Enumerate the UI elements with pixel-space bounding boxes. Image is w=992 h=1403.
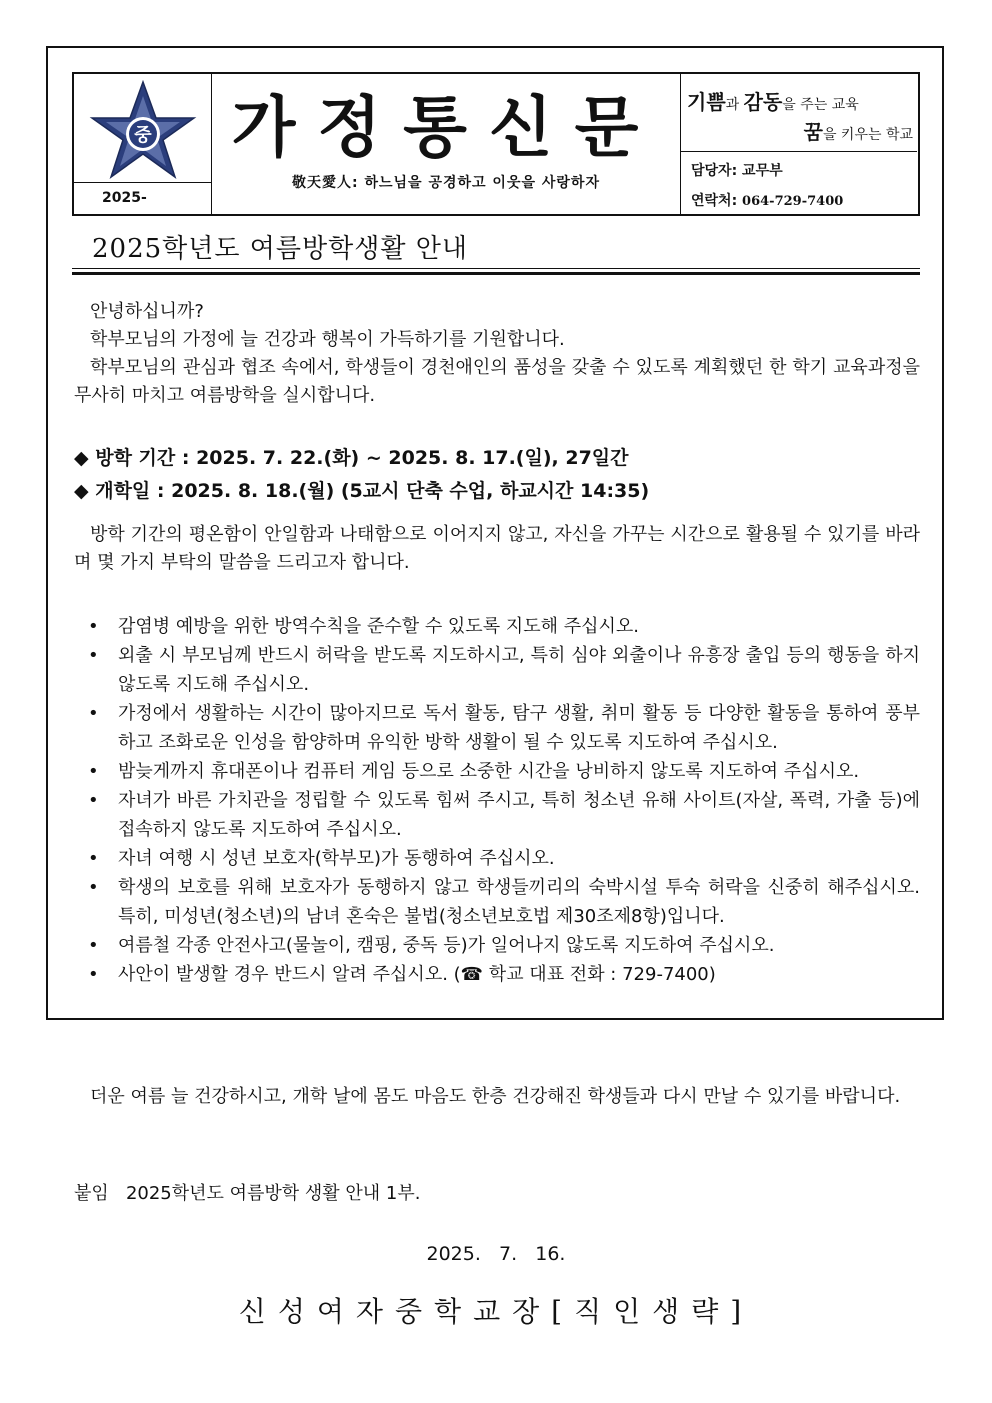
list-item: • 학생의 보호를 위해 보호자가 동행하지 않고 학생들끼리의 숙박시설 투숙 허락을 신중히 해주십시오. 특히, 미성년(청소년)의 남녀 혼숙은 불법(청소년보호법 제30조제8항)입니다.	[74, 873, 920, 931]
list-item: • 자녀가 바른 가치관을 정립할 수 있도록 힘써 주시고, 특히 청소년 유해 사이트(자살, 폭력, 가출 등)에 접속하지 않도록 지도하여 주십시오.	[74, 786, 920, 844]
issue-number: 2025-	[74, 182, 212, 214]
list-item: • 자녀 여행 시 성년 보호자(학부모)가 동행하여 주십시오.	[74, 844, 920, 873]
closing-paragraph: 더운 여름 늘 건강하시고, 개학 날에 몸도 마음도 한층 건강해진 학생들과 다시 만날 수 있기를 바랍니다.	[90, 1086, 901, 1107]
bullet-dot-icon: •	[88, 964, 99, 985]
logo-character: 중	[134, 125, 152, 146]
title-rule-thin	[72, 268, 920, 269]
attachment-note: 붙임 2025학년도 여름방학 생활 안내 1부.	[74, 1183, 421, 1204]
title-rule-thick	[72, 272, 920, 275]
issue-date: 2025. 7. 16.	[426, 1243, 566, 1265]
greeting-line-3: 학부모님의 관심과 협조 속에서, 학생들이 경천애인의 품성을 갖출 수 있도록 계획했던 한 학기 교육과정을 무사히 마치고 여름방학을 실시합니다.	[74, 357, 920, 406]
school-motto: 敬天愛人: 하느님을 공경하고 이웃을 사랑하자	[292, 175, 600, 191]
greeting-line-1: 안녕하십니까?	[90, 301, 204, 322]
info-cell	[680, 74, 918, 214]
principal-signature: 신성여자중학교장[직인생략]	[238, 1295, 754, 1328]
bullet-dot-icon: •	[88, 645, 99, 666]
manager-info: 담당자: 교무부	[691, 163, 783, 179]
title-cell	[212, 74, 680, 214]
request-list	[74, 612, 920, 989]
newsletter-title: 가정통신문	[231, 89, 661, 166]
school-star-logo-icon	[88, 80, 198, 180]
bullet-dot-icon: •	[88, 616, 99, 637]
document-title: 2025학년도 여름방학생활 안내	[92, 234, 468, 264]
bullet-dot-icon: •	[88, 935, 99, 956]
bullet-dot-icon: •	[88, 848, 99, 869]
list-item: • 밤늦게까지 휴대폰이나 컴퓨터 게임 등으로 소중한 시간을 낭비하지 않도록 지도하여 주십시오.	[74, 757, 920, 786]
phone-info: 연락처: 064-729-7400	[691, 193, 844, 209]
slogan-line-1: 기쁨과 감동을 주는 교육	[687, 90, 859, 114]
bullet-dot-icon: •	[88, 761, 99, 782]
list-item: • 가정에서 생활하는 시간이 많아지므로 독서 활동, 탐구 생활, 취미 활동 등 다양한 활동을 통하여 풍부하고 조화로운 인성을 함양하며 유익한 방학 생활이 될 수 있도록 지도하여 주십시오.	[74, 699, 920, 757]
bullet-dot-icon: •	[88, 877, 99, 898]
logo-cell	[74, 74, 212, 214]
newsletter-header	[72, 72, 920, 216]
bullet-dot-icon: •	[88, 790, 99, 811]
intro-paragraph: 방학 기간의 평온함이 안일함과 나태함으로 이어지지 않고, 자신을 가꾸는 시간으로 활용될 수 있기를 바라며 몇 가지 부탁의 말씀을 드리고자 합니다.	[74, 524, 920, 573]
list-item: • 여름철 각종 안전사고(물놀이, 캠핑, 중독 등)가 일어나지 않도록 지도하여 주십시오.	[74, 931, 920, 960]
list-item: • 사안이 발생할 경우 반드시 알려 주십시오. (☎ 학교 대표 전화 : 729-7400)	[74, 960, 920, 989]
list-item: • 외출 시 부모님께 반드시 허락을 받도록 지도하시고, 특히 심야 외출이나 유흥장 출입 등의 행동을 하지 않도록 지도해 주십시오.	[74, 641, 920, 699]
bullet-dot-icon: •	[88, 703, 99, 724]
opening-day: ◆ 개학일 : 2025. 8. 18.(월) (5교시 단축 수업, 하교시간 14:35)	[74, 480, 650, 502]
slogan-line-2: 꿈을 키우는 학교	[803, 120, 913, 144]
vacation-period: ◆ 방학 기간 : 2025. 7. 22.(화) ~ 2025. 8. 17.(일), 27일간	[74, 447, 629, 469]
school-slogan	[681, 74, 917, 152]
list-item: • 감염병 예방을 위한 방역수칙을 준수할 수 있도록 지도해 주십시오.	[74, 612, 920, 641]
greeting-line-2: 학부모님의 가정에 늘 건강과 행복이 가득하기를 기원합니다.	[90, 329, 565, 350]
